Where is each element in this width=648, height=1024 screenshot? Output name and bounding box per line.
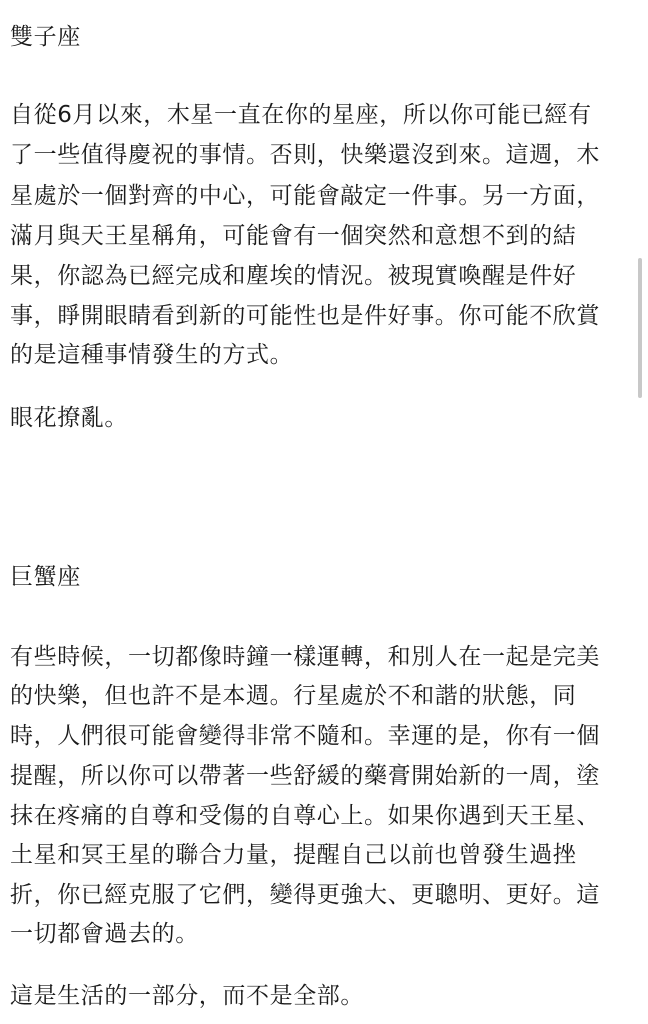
section-heading-cancer: 巨蟹座 [10,564,81,590]
paragraph-line: 星處於一個對齊的中心，可能會敲定一件事。另一方面， [10,183,600,209]
paragraph-line: 滿月與天王星稱角，可能會有一個突然和意想不到的結 [10,223,577,249]
paragraph-line: 自從6月以來，木星一直在你的星座，所以你可能已經有 [10,102,592,128]
paragraph-line: 的是這種事情發生的方式。 [10,342,294,368]
section-closing-line: 這是生活的一部分，而不是全部。 [10,983,364,1009]
paragraph-line: 折，你已經克服了它們，變得更強大、更聰明、更好。這 [10,882,600,908]
section-heading-gemini: 雙子座 [10,24,81,50]
paragraph-line: 了一些值得慶祝的事情。否則，快樂還沒到來。這週，木 [10,142,600,168]
paragraph-line: 抹在疼痛的自尊和受傷的自尊心上。如果你遇到天王星、 [10,803,600,829]
paragraph-line: 時，人們很可能會變得非常不隨和。幸運的是，你有一個 [10,723,600,749]
vertical-scrollbar[interactable] [638,258,642,398]
paragraph-line: 果，你認為已經完成和塵埃的情況。被現實喚醒是件好 [10,263,577,289]
paragraph-line: 提醒，所以你可以帶著一些舒緩的藥膏開始新的一周，塗 [10,763,600,789]
paragraph-line: 事，睜開眼睛看到新的可能性也是件好事。你可能不欣賞 [10,303,600,329]
paragraph-line: 一切都會過去的。 [10,921,199,947]
paragraph-line: 的快樂，但也許不是本週。行星處於不和諧的狀態，同 [10,683,577,709]
paragraph-line: 土星和冥王星的聯合力量，提醒自己以前也曾發生過挫 [10,842,577,868]
paragraph-line: 有些時候，一切都像時鐘一樣運轉，和別人在一起是完美 [10,644,600,670]
section-closing-line: 眼花撩亂。 [10,405,128,431]
